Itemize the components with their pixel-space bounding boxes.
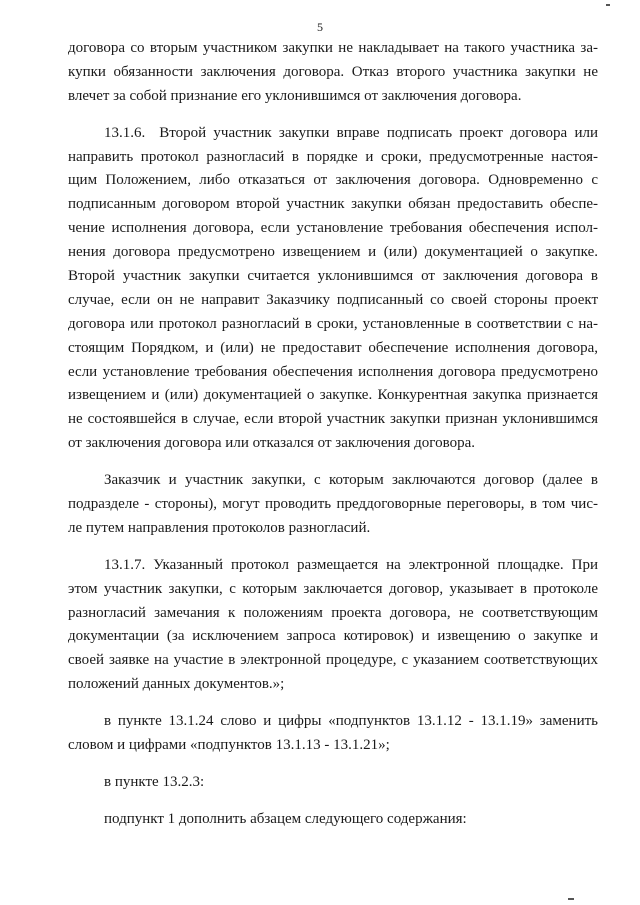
paragraph <box>68 771 598 795</box>
paragraph <box>68 710 598 758</box>
text-line: стоящим Порядком, и (или) не предоставит обеспечение исполнения договора, <box>68 339 598 356</box>
scan-speck <box>568 898 574 900</box>
paragraph <box>68 808 598 832</box>
text-line: Второй участник закупки считается уклонившимся от заключения договора в <box>68 268 598 285</box>
clause-number: 13.1.6. <box>104 124 146 141</box>
paragraph <box>68 122 598 456</box>
document-body <box>68 37 598 832</box>
text-line: щим Положением, либо отказаться от заключения договора. Одновременно с <box>68 172 598 189</box>
text-line: от заключения договора или отказался от заключения договора. <box>68 435 475 452</box>
text-line: договора или протокол разногласий в сроки, установленные в соответствии с на- <box>68 315 598 332</box>
text-line: направить протокол разногласий в порядке и сроки, предусмотренные настоя- <box>68 148 598 165</box>
text-fragment: Второй участник закупки вправе подписать проект договора или <box>159 124 598 141</box>
text-line <box>68 122 598 146</box>
page-number: 5 <box>317 20 323 34</box>
text-line: нения договора предусмотрено извещением и (или) документацией о закупке. <box>68 244 598 261</box>
text-line: подразделе - стороны), могут проводить преддоговорные переговоры, в том чис- <box>68 496 598 513</box>
text-line: извещением и (или) документацией о закупке. Конкурентная закупка признается <box>68 387 598 404</box>
text-line: случае, если он не направит Заказчику подписанный со своей стороны проект <box>68 291 598 308</box>
paragraph <box>68 554 598 697</box>
text-line: чение исполнения договора, если установление требования обеспечения испол- <box>68 220 598 237</box>
text-line: документации (за исключением запроса котировок) и извещению о закупке и <box>68 628 598 645</box>
text-line: влечет за собой признание его уклонившимся от заключения договора. <box>68 87 522 104</box>
text-line: в пункте 13.2.3: <box>104 773 205 790</box>
scan-speck <box>606 4 610 6</box>
paragraph <box>68 469 598 541</box>
text-line: подписанным договором второй участник закупки обязан предоставить обеспе- <box>68 196 598 213</box>
text-line: разногласий замечания к положениям проекта договора, не соответствующим <box>68 604 598 621</box>
paragraph <box>68 37 598 109</box>
text-line: договора со вторым участником закупки не накладывает на такого участника за- <box>68 40 598 56</box>
text-line: в пункте 13.1.24 слово и цифры «подпунктов 13.1.12 - 13.1.19» заменить <box>104 713 598 730</box>
text-line: ле путем направления протоколов разногласий. <box>68 519 371 536</box>
text-line: положений данных документов.»; <box>68 676 285 693</box>
text-line: купки обязанности заключения договора. Отказ второго участника закупки не <box>68 63 598 80</box>
text-line: Заказчик и участник закупки, с которым заключаются договор (далее в <box>104 472 598 489</box>
text-line: подпункт 1 дополнить абзацем следующего содержания: <box>104 810 467 827</box>
text-line: если установление требования обеспечения исполнения договора предусмотрено <box>68 363 598 380</box>
text-line: 13.1.7. Указанный протокол размещается на электронной площадке. При <box>104 556 598 573</box>
text-line: словом и цифрами «подпунктов 13.1.13 - 13.1.21»; <box>68 737 390 754</box>
text-line: не состоявшейся в случае, если второй участник закупки признан уклонившимся <box>68 411 598 428</box>
text-line: этом участник закупки, с которым заключается договор, указывает в протоколе <box>68 580 598 597</box>
text-line: своей заявке на участие в электронной процедуре, с указанием соответствующих <box>68 652 598 669</box>
